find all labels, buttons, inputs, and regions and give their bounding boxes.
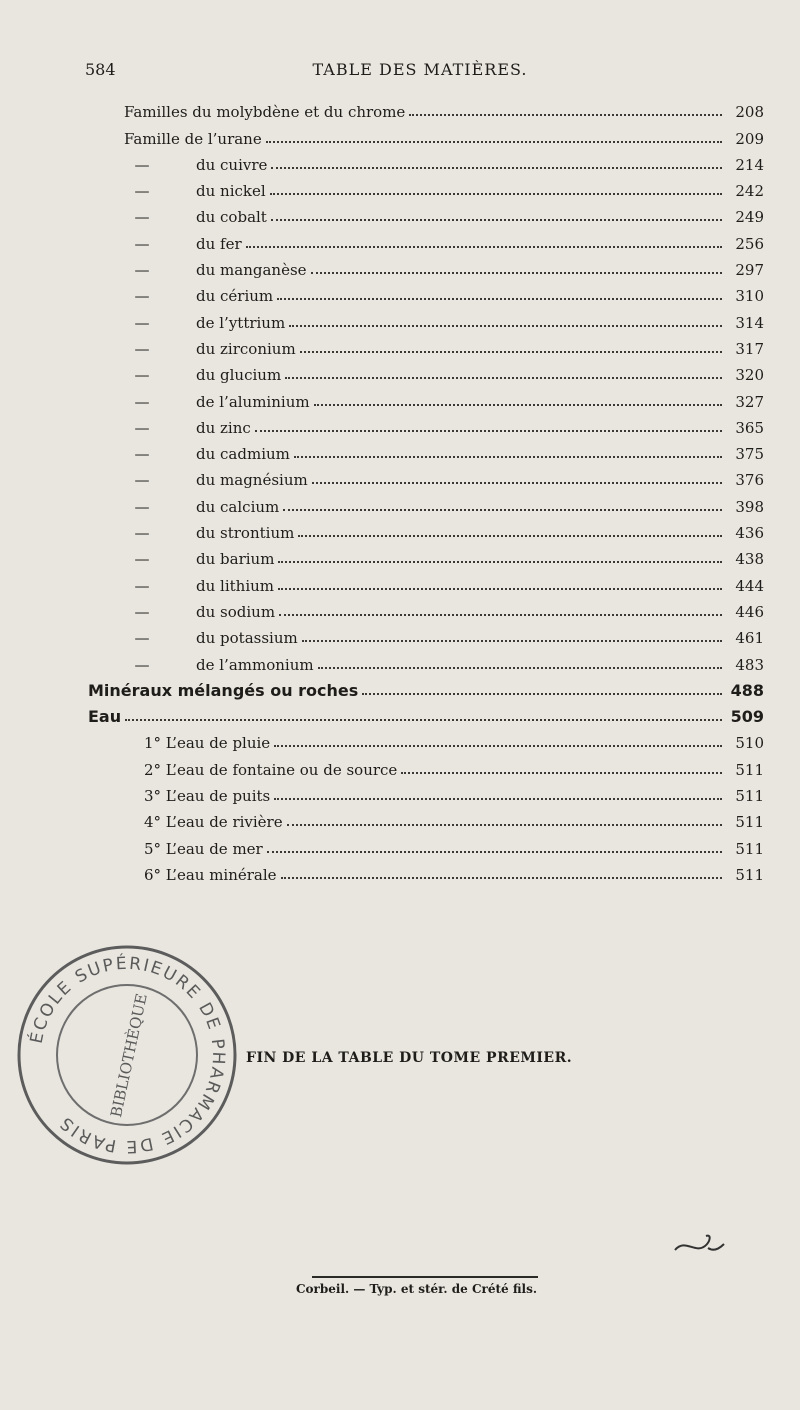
toc-row [88, 174, 764, 200]
toc-dash: — [134, 182, 150, 201]
toc-dash: — [134, 287, 150, 306]
toc-row [88, 542, 764, 568]
dot-leader [409, 114, 722, 116]
toc-page-number: 398 [735, 497, 764, 516]
toc-dash: — [134, 497, 150, 516]
toc-entry-label: de l’aluminium [196, 392, 310, 411]
dot-leader [311, 272, 722, 274]
toc-dash: — [134, 339, 150, 358]
toc-page-number: 376 [735, 471, 764, 490]
toc-page-number: 209 [735, 129, 764, 148]
printer-footer: Corbeil. — Typ. et stér. de Crété fils. [296, 1282, 538, 1296]
footer-rule [312, 1276, 538, 1278]
toc-row [88, 411, 764, 437]
dot-leader [274, 745, 722, 747]
toc-entry-label: de l’yttrium [196, 313, 286, 332]
end-of-table-note: FIN DE LA TABLE DU TOME PREMIER. [246, 1050, 573, 1066]
toc-dash: — [134, 155, 150, 174]
toc-page-number: 511 [735, 760, 764, 779]
toc-row [88, 805, 764, 831]
dot-leader [274, 798, 722, 800]
toc-entry-label: 3° L’eau de puits [144, 787, 271, 806]
toc-page-number: 375 [735, 445, 764, 464]
toc-entry-label: de l’ammonium [196, 655, 314, 674]
toc-row [88, 437, 764, 463]
toc-entry-label: du nickel [196, 182, 266, 201]
toc-page-number: 510 [735, 734, 764, 753]
table-of-contents [88, 95, 764, 884]
toc-entry-label: du lithium [196, 576, 274, 595]
toc-entry-label: du zinc [196, 418, 251, 437]
toc-page-number: 314 [735, 313, 764, 332]
toc-row [88, 752, 764, 778]
toc-entry-label: 6° L’eau minérale [144, 865, 277, 884]
page-number: 584 [85, 60, 116, 79]
toc-row [88, 332, 764, 358]
toc-dash: — [134, 550, 150, 569]
dot-leader [401, 772, 722, 774]
dot-leader [266, 141, 722, 143]
toc-row [88, 700, 764, 726]
toc-page-number: 214 [735, 155, 764, 174]
toc-entry-label: 5° L’eau de mer [144, 839, 263, 858]
dot-leader [287, 824, 722, 826]
toc-page-number: 444 [735, 576, 764, 595]
toc-page-number: 208 [735, 103, 764, 122]
toc-row [88, 463, 764, 489]
handwritten-mark [670, 1228, 730, 1258]
dot-leader [278, 561, 722, 563]
dot-leader [362, 693, 722, 695]
toc-entry-label: 4° L’eau de rivière [144, 813, 283, 832]
toc-page-number: 446 [735, 602, 764, 621]
toc-dash: — [134, 602, 150, 621]
toc-entry-label: 2° L’eau de fontaine ou de source [144, 760, 398, 779]
dot-leader [285, 377, 722, 379]
toc-dash: — [134, 392, 150, 411]
toc-row [88, 121, 764, 147]
toc-row [88, 674, 764, 700]
toc-entry-label: du cérium [196, 287, 274, 306]
dot-leader [246, 246, 722, 248]
toc-row [88, 621, 764, 647]
toc-row [88, 253, 764, 279]
toc-dash: — [134, 445, 150, 464]
toc-row [88, 726, 764, 752]
toc-page-number: 511 [735, 865, 764, 884]
toc-dash: — [134, 471, 150, 490]
toc-dash: — [134, 655, 150, 674]
toc-entry-label: Famille de l’urane [124, 129, 262, 148]
toc-row [88, 516, 764, 542]
toc-row [88, 148, 764, 174]
toc-entry-label: du cuivre [196, 155, 268, 174]
toc-page-number: 320 [735, 366, 764, 385]
dot-leader [271, 167, 722, 169]
page-header [85, 60, 755, 84]
toc-entry-label: du glucium [196, 366, 282, 385]
dot-leader [318, 667, 722, 669]
toc-page-number: 249 [735, 208, 764, 227]
toc-row [88, 226, 764, 252]
toc-row [88, 595, 764, 621]
dot-leader [281, 877, 722, 879]
toc-entry-label: du manganèse [196, 261, 307, 280]
toc-entry-label: du cadmium [196, 445, 290, 464]
page-title: TABLE DES MATIÈRES. [312, 60, 528, 79]
toc-dash: — [134, 208, 150, 227]
toc-row [88, 647, 764, 673]
dot-leader [255, 430, 722, 432]
toc-page-number: 310 [735, 287, 764, 306]
toc-page-number: 461 [735, 629, 764, 648]
toc-page-number: 509 [730, 707, 764, 727]
stamp-outer-text: ÉCOLE SUPÉRIEURE DE PHARMACIE DE PARIS [26, 953, 229, 1157]
toc-entry-label: 1° L’eau de pluie [144, 734, 271, 753]
toc-entry-label: Familles du molybdène et du chrome [124, 103, 406, 122]
toc-row [88, 358, 764, 384]
toc-dash: — [134, 313, 150, 332]
library-stamp [12, 940, 242, 1170]
toc-page-number: 297 [735, 261, 764, 280]
toc-row [88, 568, 764, 594]
toc-dash: — [134, 524, 150, 543]
dot-leader [289, 325, 722, 327]
toc-entry-label: du calcium [196, 497, 280, 516]
toc-entry-label: du barium [196, 550, 275, 569]
toc-page-number: 327 [735, 392, 764, 411]
dot-leader [314, 404, 722, 406]
dot-leader [271, 219, 722, 221]
toc-row [88, 858, 764, 884]
toc-row [88, 95, 764, 121]
stamp-center-text: BIBLIOTHÈQUE [107, 991, 151, 1119]
toc-entry-label: du potassium [196, 629, 298, 648]
toc-row [88, 279, 764, 305]
toc-row [88, 489, 764, 515]
toc-entry-label: du fer [196, 234, 242, 253]
toc-row [88, 384, 764, 410]
toc-entry-label: du sodium [196, 602, 276, 621]
toc-dash: — [134, 234, 150, 253]
dot-leader [312, 482, 722, 484]
toc-dash: — [134, 366, 150, 385]
toc-entry-label: du zirconium [196, 339, 296, 358]
toc-row [88, 305, 764, 331]
toc-page-number: 483 [735, 655, 764, 674]
toc-row [88, 779, 764, 805]
dot-leader [278, 588, 722, 590]
dot-leader [125, 719, 722, 721]
toc-entry-label: du magnésium [196, 471, 308, 490]
toc-page-number: 511 [735, 813, 764, 832]
dot-leader [279, 614, 722, 616]
dot-leader [267, 851, 722, 853]
toc-dash: — [134, 629, 150, 648]
toc-page-number: 365 [735, 418, 764, 437]
dot-leader [277, 298, 722, 300]
toc-page-number: 317 [735, 339, 764, 358]
toc-dash: — [134, 576, 150, 595]
toc-row [88, 831, 764, 857]
toc-page-number: 436 [735, 524, 764, 543]
toc-entry-label: du strontium [196, 524, 295, 543]
toc-page-number: 511 [735, 787, 764, 806]
toc-entry-label: Minéraux mélangés ou roches [88, 680, 359, 700]
toc-page-number: 256 [735, 234, 764, 253]
dot-leader [294, 456, 722, 458]
toc-dash: — [134, 418, 150, 437]
toc-row [88, 200, 764, 226]
dot-leader [298, 535, 722, 537]
toc-page-number: 511 [735, 839, 764, 858]
toc-entry-label: Eau [88, 707, 122, 727]
dot-leader [283, 509, 722, 511]
toc-entry-label: du cobalt [196, 208, 267, 227]
dot-leader [300, 351, 722, 353]
toc-dash: — [134, 261, 150, 280]
toc-page-number: 438 [735, 550, 764, 569]
dot-leader [270, 193, 722, 195]
dot-leader [302, 640, 722, 642]
toc-page-number: 242 [735, 182, 764, 201]
toc-page-number: 488 [730, 680, 764, 700]
